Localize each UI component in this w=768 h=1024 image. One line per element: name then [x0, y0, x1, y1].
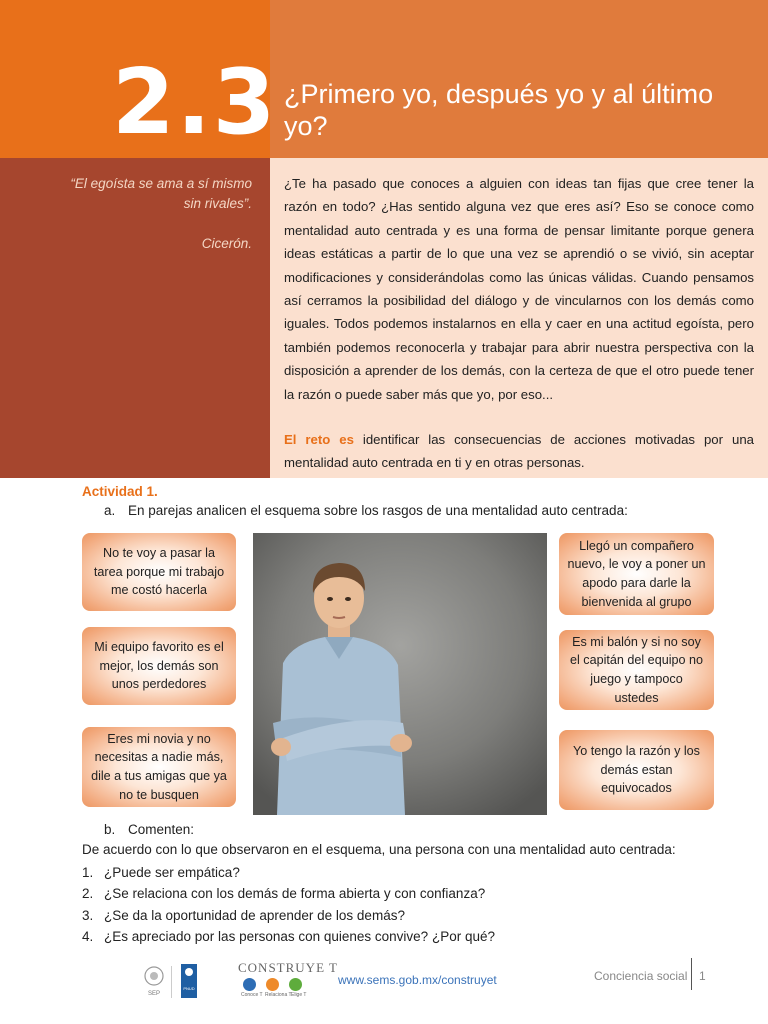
sep-logo	[142, 964, 166, 998]
activity-item-b	[104, 822, 194, 837]
question-number: 2.	[82, 886, 94, 902]
construye-t-logo: CONSTRUYE T	[238, 960, 338, 975]
challenge-lead: El reto es	[284, 432, 354, 447]
item-b-text: Comenten:	[128, 822, 195, 837]
intro-panel	[270, 158, 768, 478]
quote-author: Cicerón.	[201, 236, 252, 251]
questions-intro: De acuerdo con lo que observaron en el esquema, una persona con una mentalidad auto centrada:	[82, 842, 676, 857]
footer-section-name: Conciencia social	[594, 969, 688, 983]
bubble-left-1: No te voy a pasar la tarea porque mi trabajo me costó hacerla	[82, 533, 236, 611]
bubble-left-2: Mi equipo favorito es el mejor, los demás son unos perdedores	[82, 627, 236, 705]
question-text: ¿Se relaciona con los demás de forma abierta y con confianza?	[104, 886, 486, 902]
bubble-right-1: Llegó un compañero nuevo, le voy a poner un apodo para darle la bienvenida al grupo	[559, 533, 714, 615]
item-a-marker: a.	[104, 503, 116, 518]
question-text: ¿Se da la oportunidad de aprender de los demás?	[104, 907, 405, 923]
list-item	[82, 926, 495, 947]
item-b-marker: b.	[104, 822, 116, 837]
question-number: 4.	[82, 929, 94, 945]
construye-t-dots	[243, 978, 302, 991]
page-title: ¿Primero yo, después yo y al último yo?	[284, 79, 714, 141]
conoce-t-label: Conoce T	[241, 992, 263, 998]
quote-text: “El egoísta se ama a sí mismo sin rivales”.	[70, 176, 252, 211]
relaciona-t-icon	[266, 978, 279, 991]
footer-logo-divider	[171, 966, 172, 998]
activity-title: Actividad 1.	[82, 484, 158, 499]
photo-self-centered-teen	[253, 533, 547, 815]
quote-panel	[0, 158, 270, 478]
list-item	[82, 905, 495, 926]
sep-logo-text: SEP	[147, 991, 161, 997]
pnud-logo-text: PNUD	[183, 986, 195, 991]
elige-t-label: Elige T	[291, 992, 307, 998]
item-a-text: En parejas analicen el esquema sobre los rasgos de una mentalidad auto centrada:	[128, 503, 628, 518]
question-text: ¿Es apreciado por las personas con quienes convive? ¿Por qué?	[104, 929, 495, 945]
activity-item-a	[104, 503, 628, 518]
intro-paragraph: ¿Te ha pasado que conoces a alguien con ideas tan fijas que cree tener la razón en todo? ¿Has sentido alguna vez que eres así? Eso se conoce como mentalidad auto centrada y es una forma de pensar limitante porque genera ideas estáticas a partir de lo que una vez se aprendió o se vivió, sin aceptar modificaciones y considerándolas como las únicas válidas. Cuando pensamos así cerramos la posibilidad del diálogo y de vincularnos con los demás como iguales. Todos podemos instalarnos en ella y caer en una actitud egoísta, pero también podemos reconocerla y trabajar para abrir nuestra perspectiva con la disposición a aprender de los demás, con la certeza de que el otro puede tener la razón o puede saber más que yo, por eso...	[284, 176, 754, 402]
conoce-t-icon	[243, 978, 256, 991]
pnud-logo	[181, 964, 197, 998]
list-item	[82, 862, 495, 883]
teen-illustration	[253, 533, 547, 815]
footer-divider	[691, 958, 692, 990]
footer-url[interactable]: www.sems.gob.mx/construyet	[338, 973, 497, 987]
question-text: ¿Puede ser empática?	[104, 865, 240, 880]
relaciona-t-label: Relaciona T	[265, 992, 292, 998]
elige-t-icon	[289, 978, 302, 991]
section-number: 2.3	[112, 50, 278, 155]
list-item	[82, 883, 495, 904]
question-number: 3.	[82, 907, 94, 923]
challenge-text: identificar las consecuencias de acciones motivadas por una mentalidad auto centrada en ti y en otras personas.	[284, 432, 754, 471]
bubble-right-3: Yo tengo la razón y los demás estan equivocados	[559, 730, 714, 810]
page-number: 1	[699, 969, 706, 983]
bubble-right-2: Es mi balón y si no soy el capitán del equipo no juego y tampoco ustedes	[559, 630, 714, 710]
bubble-left-3: Eres mi novia y no necesitas a nadie más, dile a tus amigas que ya no te busquen	[82, 727, 236, 807]
question-number: 1.	[82, 865, 94, 880]
challenge-paragraph	[284, 428, 754, 475]
questions-list	[82, 862, 495, 948]
